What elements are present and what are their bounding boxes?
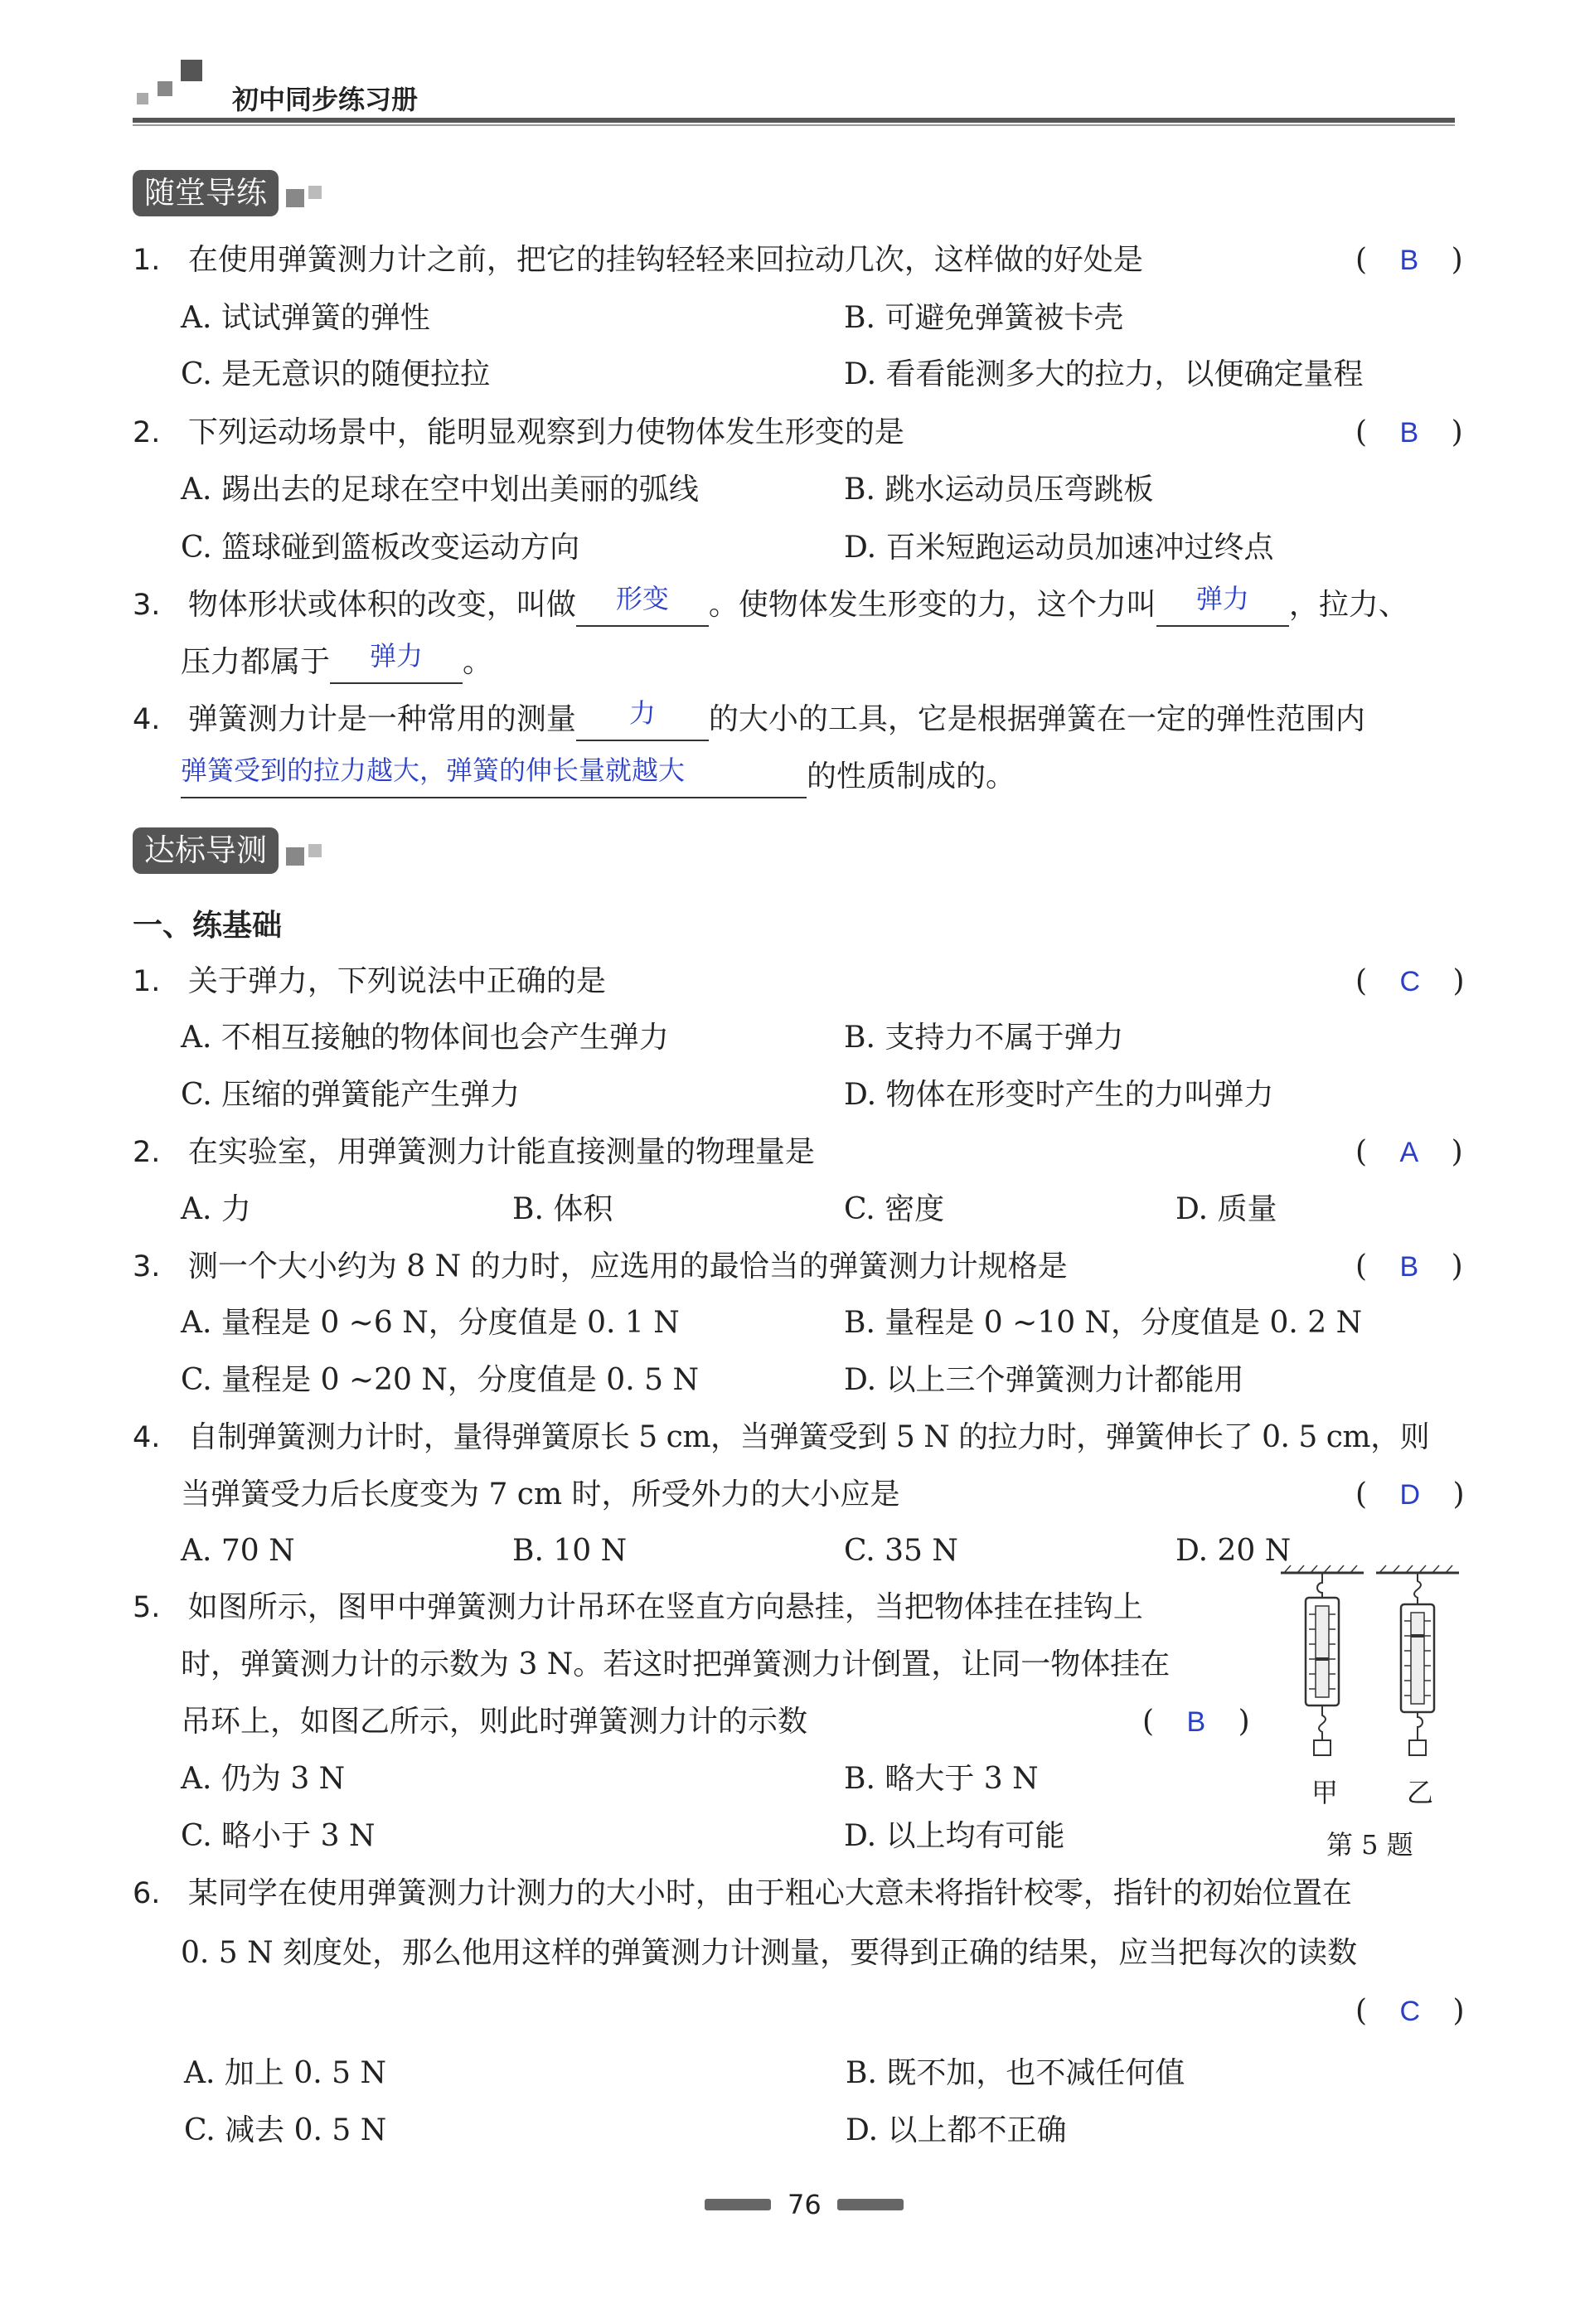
question-number: 1. bbox=[133, 965, 161, 998]
fill-blank[interactable] bbox=[181, 754, 807, 798]
question-4-line2 bbox=[181, 754, 1016, 798]
option-b: B. 10 N bbox=[512, 1534, 628, 1568]
question-1 bbox=[133, 962, 606, 1002]
question-3-line2 bbox=[181, 640, 493, 684]
fill-blank[interactable] bbox=[576, 697, 709, 741]
question-text: 测一个大小约为 8 N 的力时，应选用的最恰当的弹簧测力计规格是 bbox=[187, 1249, 1068, 1283]
footer-deco-left bbox=[705, 2199, 771, 2210]
question-2 bbox=[133, 1133, 815, 1172]
header-title: 初中同步练习册 bbox=[232, 84, 419, 115]
answer: B bbox=[1399, 1251, 1419, 1283]
question-text: 在实验室，用弹簧测力计能直接测量的物理量是 bbox=[187, 1135, 815, 1169]
answer: D bbox=[1399, 1479, 1421, 1511]
spring-scale-figure bbox=[1272, 1563, 1471, 1820]
question-text: 关于弹力，下列说法中正确的是 bbox=[187, 964, 606, 998]
subsection-heading: 一、练基础 bbox=[133, 909, 283, 943]
option-a: A. 力 bbox=[181, 1192, 251, 1226]
question-text: 。使物体发生形变的力，这个力叫 bbox=[708, 588, 1156, 622]
option-a: A. 量程是 0 ~6 N，分度值是 0. 1 N bbox=[181, 1306, 680, 1340]
question-6-line2: 0. 5 N 刻度处，那么他用这样的弹簧测力计测量，要得到正确的结果，应当把每次的读数 bbox=[181, 1936, 1358, 1970]
question-5 bbox=[133, 1588, 1143, 1628]
question-5-line3: 吊环上，如图乙所示，则此时弹簧测力计的示数 bbox=[181, 1705, 808, 1739]
fill-blank[interactable] bbox=[330, 640, 463, 684]
header-rule bbox=[133, 118, 1455, 123]
question-4-line2: 当弹簧受力后长度变为 7 cm 时，所受外力的大小应是 bbox=[181, 1477, 900, 1511]
option-c: C. 量程是 0 ~20 N，分度值是 0. 5 N bbox=[181, 1363, 699, 1397]
question-text: 的性质制成的。 bbox=[807, 759, 1016, 793]
option-d: D. 百米短跑运动员加速冲过终点 bbox=[844, 531, 1274, 565]
question-number: 3. bbox=[133, 589, 161, 622]
answer: A bbox=[1399, 1137, 1419, 1168]
answer-bracket: ( A ) bbox=[1355, 1135, 1463, 1169]
question-number: 4. bbox=[133, 1421, 161, 1454]
question-3 bbox=[133, 1247, 1068, 1287]
question-text: 物体形状或体积的改变，叫做 bbox=[187, 588, 576, 622]
question-2 bbox=[133, 413, 904, 453]
option-d: D. 以上三个弹簧测力计都能用 bbox=[844, 1363, 1244, 1397]
answer-bracket: ( C ) bbox=[1355, 1994, 1465, 2028]
question-1 bbox=[133, 240, 1143, 280]
question-number: 4. bbox=[133, 703, 161, 736]
question-number: 1. bbox=[133, 244, 161, 277]
question-text: 的大小的工具，它是根据弹簧在一定的弹性范围内 bbox=[708, 702, 1365, 736]
question-text: 自制弹簧测力计时，量得弹簧原长 5 cm，当弹簧受到 5 N 的拉力时，弹簧伸长了 0. 5 cm，则 bbox=[187, 1420, 1430, 1454]
header-rule-thin bbox=[133, 124, 1455, 126]
option-c: C. 略小于 3 N bbox=[181, 1819, 376, 1853]
question-4 bbox=[133, 697, 1365, 741]
figure-label-right: 乙 bbox=[1407, 1777, 1434, 1808]
option-c: C. 篮球碰到篮板改变运动方向 bbox=[181, 531, 580, 565]
answer-bracket: ( B ) bbox=[1355, 415, 1463, 449]
tag-deco-square bbox=[308, 186, 322, 199]
header-deco-square bbox=[181, 60, 202, 81]
answer-bracket: ( C ) bbox=[1355, 964, 1465, 998]
option-b: B. 既不加，也不减任何值 bbox=[846, 2056, 1185, 2090]
answer: B bbox=[1399, 245, 1419, 276]
question-text: 。 bbox=[463, 645, 493, 679]
option-c: C. 35 N bbox=[844, 1534, 958, 1568]
option-b: B. 跳水运动员压弯跳板 bbox=[844, 473, 1154, 507]
header-deco-square bbox=[158, 81, 172, 96]
question-text: ，拉力、 bbox=[1288, 588, 1408, 622]
fill-blank[interactable] bbox=[1156, 585, 1289, 627]
handwritten-answer: 弹力 bbox=[370, 640, 424, 672]
option-a: A. 不相互接触的物体间也会产生弹力 bbox=[181, 1021, 669, 1055]
option-d: D. 看看能测多大的拉力，以便确定量程 bbox=[844, 357, 1364, 391]
handwritten-answer: 弹力 bbox=[1195, 583, 1249, 614]
option-b: B. 量程是 0 ~10 N，分度值是 0. 2 N bbox=[844, 1306, 1363, 1340]
option-a: A. 踢出去的足球在空中划出美丽的弧线 bbox=[181, 473, 699, 507]
question-number: 6. bbox=[133, 1877, 161, 1910]
answer-bracket: ( B ) bbox=[1142, 1705, 1250, 1739]
section-tag-practice: 随堂导练 bbox=[133, 170, 279, 216]
tag-deco-square bbox=[308, 844, 322, 857]
option-d: D. 20 N bbox=[1175, 1534, 1292, 1568]
option-c: C. 压缩的弹簧能产生弹力 bbox=[181, 1078, 521, 1112]
option-a: A. 仍为 3 N bbox=[181, 1762, 346, 1796]
option-b: B. 略大于 3 N bbox=[844, 1762, 1039, 1796]
question-text: 压力都属于 bbox=[181, 645, 331, 679]
question-text: 某同学在使用弹簧测力计测力的大小时，由于粗心大意未将指针校零，指针的初始位置在 bbox=[187, 1876, 1352, 1910]
answer-bracket: ( D ) bbox=[1355, 1477, 1465, 1511]
answer: C bbox=[1399, 1996, 1421, 2027]
answer: C bbox=[1399, 966, 1421, 997]
footer-deco-right bbox=[837, 2199, 904, 2210]
option-d: D. 物体在形变时产生的力叫弹力 bbox=[844, 1078, 1274, 1112]
tag-deco-square bbox=[286, 189, 304, 207]
option-d: D. 以上均有可能 bbox=[844, 1819, 1065, 1853]
figure-label-left: 甲 bbox=[1311, 1777, 1339, 1808]
question-number: 3. bbox=[133, 1250, 161, 1283]
fill-blank[interactable] bbox=[576, 585, 709, 627]
question-5-line2: 时，弹簧测力计的示数为 3 N。若这时把弹簧测力计倒置，让同一物体挂在 bbox=[181, 1647, 1171, 1681]
option-a: A. 试试弹簧的弹性 bbox=[181, 301, 430, 335]
question-text: 弹簧测力计是一种常用的测量 bbox=[187, 702, 576, 736]
option-d: D. 质量 bbox=[1175, 1192, 1277, 1226]
answer-bracket: ( B ) bbox=[1355, 243, 1463, 277]
option-c: C. 密度 bbox=[844, 1192, 945, 1226]
handwritten-answer: 弹簧受到的拉力越大，弹簧的伸长量就越大 bbox=[181, 754, 686, 786]
option-c: C. 减去 0. 5 N bbox=[184, 2113, 387, 2147]
question-number: 5. bbox=[133, 1591, 161, 1624]
option-a: A. 70 N bbox=[181, 1534, 295, 1568]
page-number: 76 bbox=[788, 2189, 822, 2220]
option-b: B. 可避免弹簧被卡壳 bbox=[844, 301, 1124, 335]
figure-caption: 第 5 题 bbox=[1326, 1829, 1413, 1861]
question-text: 在使用弹簧测力计之前，把它的挂钩轻轻来回拉动几次，这样做的好处是 bbox=[187, 243, 1143, 277]
question-number: 2. bbox=[133, 1136, 161, 1169]
answer: B bbox=[1186, 1706, 1206, 1738]
question-text: 下列运动场景中，能明显观察到力使物体发生形变的是 bbox=[187, 415, 904, 449]
option-b: B. 体积 bbox=[512, 1192, 613, 1226]
question-3 bbox=[133, 585, 1408, 627]
option-a: A. 加上 0. 5 N bbox=[184, 2056, 386, 2090]
option-c: C. 是无意识的随便拉拉 bbox=[181, 357, 491, 391]
option-b: B. 支持力不属于弹力 bbox=[844, 1021, 1124, 1055]
option-d: D. 以上都不正确 bbox=[846, 2113, 1067, 2147]
tag-deco-square bbox=[286, 847, 304, 866]
question-text: 如图所示，图甲中弹簧测力计吊环在竖直方向悬挂，当把物体挂在挂钩上 bbox=[187, 1590, 1143, 1624]
question-6 bbox=[133, 1874, 1352, 1914]
answer: B bbox=[1399, 417, 1419, 449]
section-tag-test: 达标导测 bbox=[133, 827, 279, 874]
handwritten-answer: 力 bbox=[628, 697, 656, 729]
question-number: 2. bbox=[133, 416, 161, 449]
header-deco-square bbox=[137, 93, 148, 104]
question-4 bbox=[133, 1418, 1429, 1458]
handwritten-answer: 形变 bbox=[615, 583, 669, 614]
answer-bracket: ( B ) bbox=[1355, 1249, 1463, 1283]
